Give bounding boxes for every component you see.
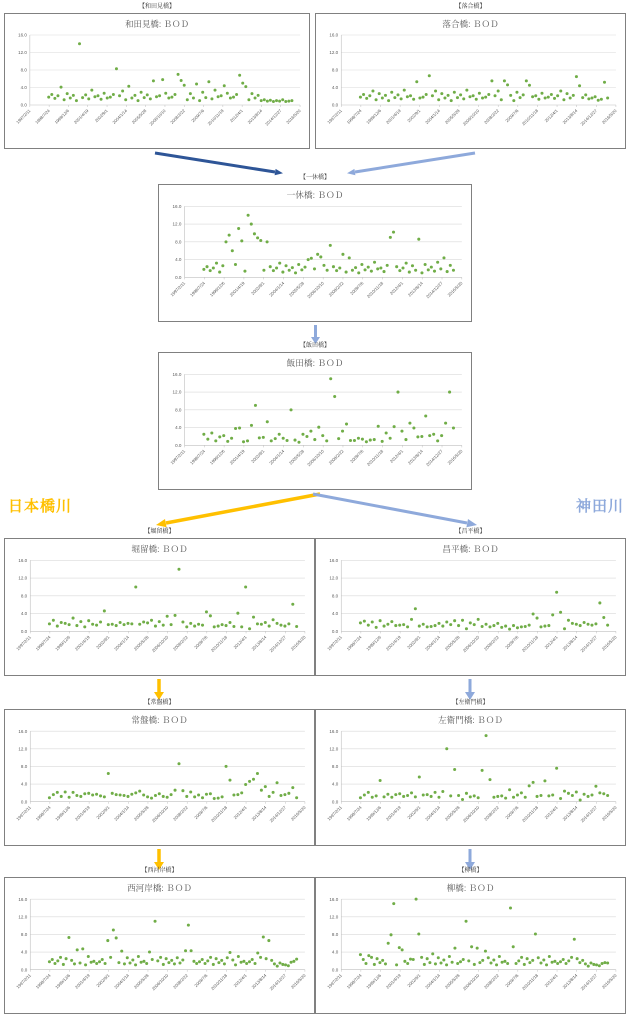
svg-text:0.0: 0.0	[331, 628, 339, 634]
svg-text:1999/12/6: 1999/12/6	[54, 634, 72, 652]
svg-text:12.0: 12.0	[329, 50, 339, 56]
svg-text:12.0: 12.0	[329, 914, 339, 920]
svg-text:2005/5/28: 2005/5/28	[130, 108, 148, 125]
svg-text:0.0: 0.0	[20, 628, 28, 634]
svg-text:2008/2/22: 2008/2/22	[172, 972, 189, 990]
svg-text:1997/2/11: 1997/2/11	[326, 804, 343, 822]
svg-text:2012/4/1: 2012/4/1	[543, 108, 559, 124]
svg-text:0.0: 0.0	[331, 102, 339, 108]
svg-text:2004/1/14: 2004/1/14	[113, 804, 131, 822]
chart-header-shoheibashi: 【昌平橋】	[455, 529, 486, 535]
svg-text:2008/2/22: 2008/2/22	[483, 108, 500, 125]
svg-text:西河岸橋: ＢＯＤ: 西河岸橋: ＢＯＤ	[127, 883, 192, 894]
svg-text:16.0: 16.0	[18, 32, 27, 38]
svg-text:2005/5/28: 2005/5/28	[288, 448, 306, 466]
chart-tokiwabashi-bod	[4, 709, 315, 846]
chart-yanagibashi-bod	[315, 877, 626, 1014]
svg-text:2014/12/27: 2014/12/27	[579, 972, 599, 992]
svg-text:2014/12/27: 2014/12/27	[425, 280, 444, 300]
svg-text:2014/12/27: 2014/12/27	[268, 804, 288, 824]
svg-text:2001/4/19: 2001/4/19	[72, 108, 90, 125]
svg-text:和田見橋: ＢＯＤ: 和田見橋: ＢＯＤ	[125, 18, 189, 30]
svg-text:8.0: 8.0	[20, 932, 28, 938]
svg-text:2008/2/22: 2008/2/22	[483, 634, 500, 652]
svg-text:飯田橋: ＢＯＤ: 飯田橋: ＢＯＤ	[286, 358, 344, 369]
river-label-nihonbashigawa: 日本橋川	[8, 498, 73, 515]
svg-text:2012/4/1: 2012/4/1	[232, 972, 248, 989]
svg-text:2010/11/18: 2010/11/18	[209, 634, 229, 654]
svg-text:2012/4/1: 2012/4/1	[543, 972, 559, 989]
svg-text:2006/10/10: 2006/10/10	[306, 448, 325, 468]
svg-text:2008/2/22: 2008/2/22	[327, 280, 345, 298]
chart-ikkyubashi-bod	[158, 184, 472, 322]
svg-text:16.0: 16.0	[329, 728, 339, 734]
svg-text:1998/7/24: 1998/7/24	[34, 972, 52, 990]
svg-text:1997/2/11: 1997/2/11	[169, 448, 187, 466]
svg-text:0.0: 0.0	[20, 102, 27, 108]
svg-text:0.0: 0.0	[175, 274, 182, 280]
svg-text:1999/12/6: 1999/12/6	[208, 448, 226, 466]
svg-text:16.0: 16.0	[172, 203, 182, 209]
svg-text:2005/5/28: 2005/5/28	[132, 804, 150, 822]
svg-text:2013/8/14: 2013/8/14	[406, 448, 424, 466]
svg-text:4.0: 4.0	[331, 611, 339, 617]
svg-text:1997/2/11: 1997/2/11	[326, 108, 343, 125]
svg-text:2001/4/19: 2001/4/19	[73, 972, 91, 990]
svg-text:12.0: 12.0	[18, 914, 28, 920]
svg-text:2013/8/14: 2013/8/14	[561, 634, 579, 652]
svg-text:1999/12/6: 1999/12/6	[365, 804, 383, 822]
svg-text:2014/12/27: 2014/12/27	[268, 634, 288, 654]
svg-text:2005/5/28: 2005/5/28	[443, 804, 461, 822]
svg-text:2014/12/27: 2014/12/27	[579, 634, 599, 654]
svg-text:1998/7/24: 1998/7/24	[34, 634, 52, 652]
svg-text:2009/7/6: 2009/7/6	[349, 280, 365, 296]
arrow-iidabashi-to-shoheibashi	[305, 492, 485, 530]
svg-text:1998/7/24: 1998/7/24	[189, 448, 207, 466]
chart-ochiaibashi-bod	[315, 13, 626, 149]
svg-text:1999/12/6: 1999/12/6	[53, 108, 71, 125]
svg-text:1997/2/11: 1997/2/11	[15, 804, 32, 822]
svg-text:2016/5/20: 2016/5/20	[446, 448, 464, 466]
chart-header-saemonbashi: 【左衛門橋】	[452, 700, 489, 706]
svg-text:2005/5/28: 2005/5/28	[132, 972, 150, 990]
chart-saemonbashi-bod	[315, 709, 626, 846]
svg-text:1999/12/6: 1999/12/6	[365, 634, 383, 652]
svg-text:2006/10/10: 2006/10/10	[150, 634, 170, 654]
svg-text:16.0: 16.0	[329, 32, 339, 38]
svg-text:1999/12/6: 1999/12/6	[365, 108, 383, 125]
svg-text:8.0: 8.0	[20, 764, 28, 770]
svg-text:8.0: 8.0	[331, 67, 339, 73]
svg-text:2016/5/20: 2016/5/20	[289, 804, 307, 822]
svg-text:2014/12/27: 2014/12/27	[268, 972, 288, 992]
svg-text:2006/10/10: 2006/10/10	[461, 804, 481, 824]
svg-text:12.0: 12.0	[172, 389, 182, 395]
svg-text:2004/1/14: 2004/1/14	[113, 972, 131, 990]
svg-text:2010/11/18: 2010/11/18	[209, 804, 229, 824]
svg-text:4.0: 4.0	[20, 611, 28, 617]
svg-text:2006/10/10: 2006/10/10	[148, 108, 167, 127]
svg-text:2004/1/14: 2004/1/14	[113, 634, 131, 652]
svg-text:0.0: 0.0	[331, 799, 339, 805]
svg-text:2016/5/20: 2016/5/20	[600, 804, 618, 822]
chart-nishigashibashi-bod	[4, 877, 315, 1014]
svg-text:16.0: 16.0	[18, 557, 28, 563]
svg-text:1998/7/24: 1998/7/24	[345, 804, 363, 822]
svg-text:16.0: 16.0	[329, 896, 339, 902]
svg-text:4.0: 4.0	[175, 257, 182, 263]
svg-text:2009/7/6: 2009/7/6	[504, 108, 520, 124]
svg-text:2013/8/14: 2013/8/14	[561, 972, 579, 990]
svg-text:2016/5/20: 2016/5/20	[289, 972, 307, 990]
svg-text:1999/12/6: 1999/12/6	[54, 972, 72, 990]
svg-text:0.0: 0.0	[20, 967, 28, 973]
svg-text:8.0: 8.0	[175, 407, 182, 413]
svg-text:16.0: 16.0	[18, 728, 28, 734]
svg-text:4.0: 4.0	[20, 85, 27, 91]
svg-text:2009/7/6: 2009/7/6	[349, 448, 365, 464]
svg-text:1998/7/24: 1998/7/24	[189, 280, 207, 298]
svg-text:2004/1/14: 2004/1/14	[424, 634, 442, 652]
svg-text:2002/9/1: 2002/9/1	[250, 448, 266, 464]
svg-text:2008/2/22: 2008/2/22	[483, 972, 500, 990]
svg-text:12.0: 12.0	[18, 746, 28, 752]
svg-text:2001/4/19: 2001/4/19	[384, 972, 402, 990]
svg-text:2010/11/18: 2010/11/18	[520, 972, 540, 992]
svg-text:2006/10/10: 2006/10/10	[150, 972, 170, 992]
svg-text:16.0: 16.0	[329, 557, 339, 563]
chart-shoheibashi-bod	[315, 538, 626, 676]
svg-text:2001/4/19: 2001/4/19	[228, 280, 246, 298]
svg-text:2002/9/1: 2002/9/1	[95, 972, 111, 989]
svg-text:2004/1/14: 2004/1/14	[111, 108, 129, 125]
svg-text:2009/7/6: 2009/7/6	[504, 972, 520, 989]
svg-text:2014/12/27: 2014/12/27	[264, 108, 283, 127]
svg-text:2009/7/6: 2009/7/6	[193, 634, 209, 650]
chart-iidabashi-bod	[158, 352, 472, 490]
svg-text:12.0: 12.0	[172, 221, 182, 227]
svg-text:2002/9/1: 2002/9/1	[95, 804, 111, 821]
svg-text:一休橋: ＢＯＤ: 一休橋: ＢＯＤ	[286, 190, 344, 201]
svg-text:2016/5/20: 2016/5/20	[600, 108, 618, 125]
svg-text:2008/2/22: 2008/2/22	[172, 634, 189, 652]
svg-text:1999/12/6: 1999/12/6	[208, 280, 226, 298]
svg-text:2012/4/1: 2012/4/1	[228, 108, 244, 124]
svg-text:2016/5/20: 2016/5/20	[446, 280, 464, 298]
chart-header-iidabashi: 【飯田橋】	[299, 343, 330, 349]
svg-text:2014/12/27: 2014/12/27	[425, 448, 444, 468]
svg-text:2012/4/1: 2012/4/1	[543, 634, 559, 650]
svg-text:2009/7/6: 2009/7/6	[190, 108, 206, 124]
svg-text:2002/9/1: 2002/9/1	[406, 108, 422, 124]
svg-text:12.0: 12.0	[329, 746, 339, 752]
svg-text:2006/10/10: 2006/10/10	[461, 972, 481, 992]
svg-text:2014/12/27: 2014/12/27	[579, 108, 599, 127]
svg-text:2012/4/1: 2012/4/1	[543, 804, 559, 821]
svg-text:2010/11/18: 2010/11/18	[365, 448, 385, 468]
arrow-shoheibashi-to-saemonbashi	[463, 679, 477, 701]
river-label-kandagawa: 神田川	[575, 498, 624, 515]
svg-text:12.0: 12.0	[18, 575, 28, 581]
svg-text:4.0: 4.0	[331, 949, 339, 955]
svg-text:1997/2/11: 1997/2/11	[15, 634, 32, 652]
svg-text:2005/5/28: 2005/5/28	[443, 634, 461, 652]
svg-text:2013/8/14: 2013/8/14	[561, 108, 579, 125]
svg-text:2001/4/19: 2001/4/19	[384, 108, 402, 125]
svg-text:4.0: 4.0	[175, 425, 182, 431]
svg-text:4.0: 4.0	[20, 781, 28, 787]
svg-text:1998/7/24: 1998/7/24	[34, 804, 52, 822]
svg-text:1998/7/24: 1998/7/24	[345, 108, 363, 125]
svg-text:2016/5/20: 2016/5/20	[600, 634, 618, 652]
svg-text:2001/4/19: 2001/4/19	[228, 448, 246, 466]
svg-text:1999/12/6: 1999/12/6	[54, 804, 72, 822]
svg-text:8.0: 8.0	[20, 593, 28, 599]
svg-text:2013/8/14: 2013/8/14	[250, 804, 268, 822]
svg-text:2010/11/18: 2010/11/18	[520, 804, 540, 824]
svg-text:2009/7/6: 2009/7/6	[504, 634, 520, 650]
svg-text:2004/1/14: 2004/1/14	[424, 804, 442, 822]
svg-text:1998/7/24: 1998/7/24	[34, 108, 51, 125]
svg-text:2006/10/10: 2006/10/10	[150, 804, 170, 824]
svg-text:2016/5/20: 2016/5/20	[600, 972, 618, 990]
svg-text:柳橋: ＢＯＤ: 柳橋: ＢＯＤ	[446, 883, 495, 894]
svg-text:2014/12/27: 2014/12/27	[579, 804, 599, 824]
svg-text:12.0: 12.0	[18, 50, 27, 56]
svg-text:堀留橋: ＢＯＤ: 堀留橋: ＢＯＤ	[131, 544, 188, 555]
svg-text:2006/10/10: 2006/10/10	[461, 634, 481, 654]
svg-text:2002/9/1: 2002/9/1	[406, 804, 422, 821]
svg-text:1998/7/24: 1998/7/24	[345, 634, 363, 652]
svg-text:2012/4/1: 2012/4/1	[232, 634, 248, 650]
svg-text:16.0: 16.0	[172, 371, 182, 377]
svg-text:2010/11/18: 2010/11/18	[365, 280, 385, 300]
chart-header-wadamibashi: 【和田見橋】	[138, 4, 175, 10]
chart-wadamibashi-bod	[4, 13, 310, 149]
svg-text:2008/2/22: 2008/2/22	[169, 108, 186, 125]
svg-text:1997/2/11: 1997/2/11	[15, 972, 32, 990]
svg-text:2016/5/20: 2016/5/20	[285, 108, 302, 125]
svg-text:1997/2/11: 1997/2/11	[326, 634, 343, 652]
svg-text:16.0: 16.0	[18, 896, 28, 902]
svg-text:2006/10/10: 2006/10/10	[461, 108, 481, 127]
svg-text:8.0: 8.0	[331, 593, 339, 599]
chart-horidomebashi-bod	[4, 538, 315, 676]
chart-header-yanagibashi: 【柳橋】	[458, 868, 483, 874]
svg-text:2008/2/22: 2008/2/22	[483, 804, 500, 822]
svg-text:2002/9/1: 2002/9/1	[93, 108, 109, 124]
svg-text:2012/4/1: 2012/4/1	[388, 448, 405, 464]
svg-text:2010/11/18: 2010/11/18	[209, 972, 229, 992]
svg-text:0.0: 0.0	[175, 442, 182, 448]
svg-text:2002/9/1: 2002/9/1	[406, 972, 422, 989]
svg-text:2016/5/20: 2016/5/20	[289, 634, 307, 652]
svg-text:左衛門橋: ＢＯＤ: 左衛門橋: ＢＯＤ	[438, 715, 503, 726]
svg-text:2010/11/18: 2010/11/18	[520, 634, 540, 654]
svg-text:2005/5/28: 2005/5/28	[132, 634, 150, 652]
svg-text:2004/1/14: 2004/1/14	[268, 448, 286, 466]
svg-text:1997/2/11: 1997/2/11	[326, 972, 343, 990]
svg-text:2010/11/18: 2010/11/18	[520, 108, 540, 127]
svg-text:2001/4/19: 2001/4/19	[384, 804, 402, 822]
svg-text:2013/8/14: 2013/8/14	[561, 804, 579, 822]
chart-header-horidomebashi: 【堀留橋】	[144, 529, 175, 535]
arrow-horidomebashi-to-tokiwabashi	[152, 679, 166, 701]
svg-text:8.0: 8.0	[331, 932, 339, 938]
svg-text:8.0: 8.0	[20, 67, 27, 73]
svg-text:2001/4/19: 2001/4/19	[384, 634, 402, 652]
svg-text:2006/10/10: 2006/10/10	[306, 280, 325, 300]
svg-text:常盤橋: ＢＯＤ: 常盤橋: ＢＯＤ	[131, 715, 188, 726]
svg-text:2001/4/19: 2001/4/19	[73, 804, 91, 822]
svg-text:落合橋: ＢＯＤ: 落合橋: ＢＯＤ	[442, 19, 499, 29]
svg-text:2013/8/14: 2013/8/14	[250, 634, 268, 652]
svg-text:2008/2/22: 2008/2/22	[327, 448, 345, 466]
chart-header-ikkyubashi: 【一休橋】	[299, 175, 330, 181]
arrow-iidabashi-to-horidomebashi	[148, 492, 328, 530]
svg-text:2002/9/1: 2002/9/1	[250, 280, 266, 296]
svg-text:8.0: 8.0	[175, 239, 182, 245]
svg-text:2005/5/28: 2005/5/28	[443, 972, 461, 990]
svg-text:2002/9/1: 2002/9/1	[95, 634, 111, 650]
svg-text:1997/2/11: 1997/2/11	[15, 108, 32, 125]
svg-text:2010/11/18: 2010/11/18	[206, 108, 225, 127]
svg-text:2009/7/6: 2009/7/6	[504, 804, 520, 821]
svg-text:0.0: 0.0	[20, 799, 28, 805]
chart-header-ochiaibashi: 【落合橋】	[455, 4, 486, 10]
svg-text:2012/4/1: 2012/4/1	[388, 280, 405, 296]
svg-text:2009/7/6: 2009/7/6	[193, 804, 209, 821]
chart-header-nishigashibashi: 【西河岸橋】	[141, 868, 178, 874]
svg-text:8.0: 8.0	[331, 764, 339, 770]
svg-text:昌平橋: ＢＯＤ: 昌平橋: ＢＯＤ	[442, 544, 499, 555]
svg-text:2004/1/14: 2004/1/14	[424, 972, 442, 990]
svg-text:4.0: 4.0	[20, 949, 28, 955]
svg-text:2013/8/14: 2013/8/14	[246, 108, 264, 125]
svg-text:4.0: 4.0	[331, 85, 339, 91]
svg-text:2004/1/14: 2004/1/14	[268, 280, 286, 298]
svg-text:2001/4/19: 2001/4/19	[73, 634, 91, 652]
svg-text:2008/2/22: 2008/2/22	[172, 804, 189, 822]
svg-text:12.0: 12.0	[329, 575, 339, 581]
svg-text:2013/8/14: 2013/8/14	[250, 972, 268, 990]
chart-header-tokiwabashi: 【常盤橋】	[144, 700, 175, 706]
svg-text:2002/9/1: 2002/9/1	[406, 634, 422, 650]
svg-text:2012/4/1: 2012/4/1	[232, 804, 248, 821]
svg-text:1998/7/24: 1998/7/24	[345, 972, 363, 990]
svg-text:2005/5/28: 2005/5/28	[288, 280, 306, 298]
svg-text:2013/8/14: 2013/8/14	[406, 280, 424, 298]
svg-text:2005/5/28: 2005/5/28	[443, 108, 461, 125]
svg-text:2009/7/6: 2009/7/6	[193, 972, 209, 989]
svg-text:0.0: 0.0	[331, 967, 339, 973]
svg-text:2004/1/14: 2004/1/14	[424, 108, 442, 125]
svg-text:1999/12/6: 1999/12/6	[365, 972, 383, 990]
svg-text:4.0: 4.0	[331, 781, 339, 787]
svg-text:1997/2/11: 1997/2/11	[169, 280, 187, 298]
